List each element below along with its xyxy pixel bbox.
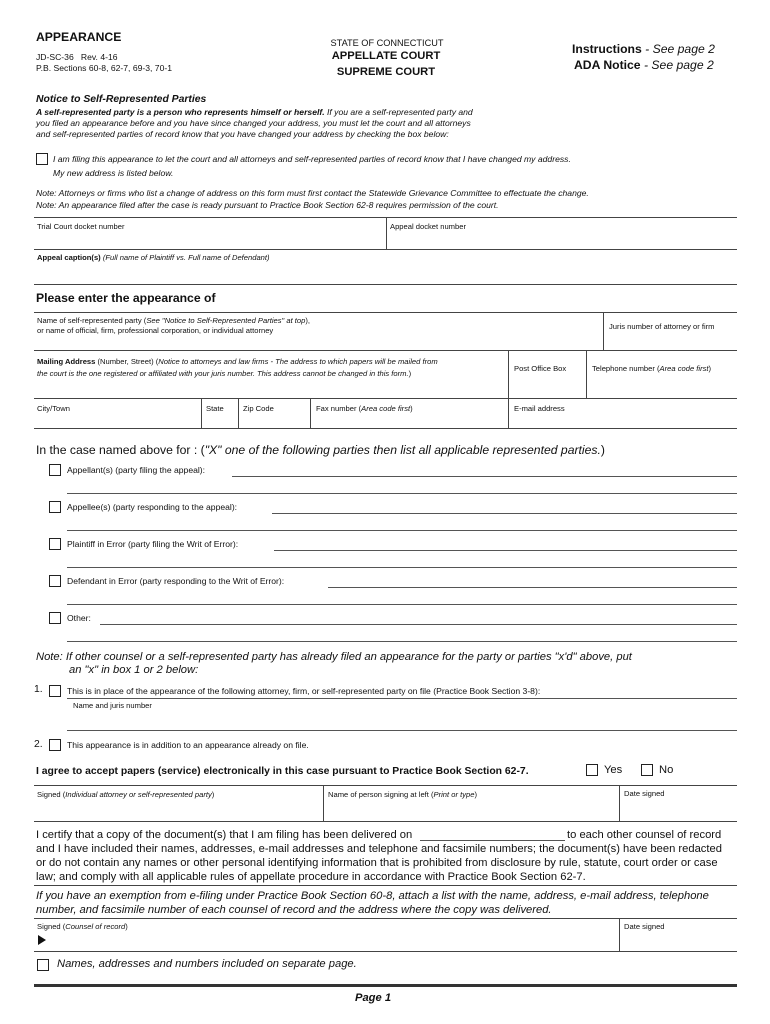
trial-docket-label: Trial Court docket number — [37, 222, 125, 231]
po-box-label: Post Office Box — [514, 364, 567, 373]
signature-arrow-icon — [38, 935, 46, 945]
new-address-label: My new address is listed below. — [53, 168, 174, 178]
other-label: Other: — [67, 613, 91, 623]
appearance-heading: Please enter the appearance of — [36, 291, 216, 305]
plaintiff-error-label: Plaintiff in Error (party filing the Writ of Error): — [67, 539, 239, 549]
notice-line1: A self-represented party is a person who represents himself or herself. If you are a self-represented party and — [36, 107, 473, 117]
city-label: City/Town — [37, 404, 70, 413]
divider — [34, 284, 737, 285]
option1-line-2[interactable] — [67, 730, 737, 731]
plaintiff-error-line-2[interactable] — [67, 567, 737, 568]
option2-number: 2. — [34, 739, 43, 750]
divider — [508, 398, 509, 428]
divider — [323, 785, 324, 821]
name-label: Name of self-represented party (See "Notice to Self-Represented Parties" at top), — [37, 316, 310, 325]
address-change-label: I am filing this appearance to let the court and all attorneys and self-represented parties of record know that I have changed my address. — [53, 154, 571, 164]
electronic-service-label: I agree to accept papers (service) electronically in this case pursuant to Practice Book Section 62-7. — [36, 766, 529, 777]
divider — [34, 350, 737, 351]
instructions-link[interactable]: Instructions - See page 2 — [572, 42, 715, 56]
trial-docket-field[interactable] — [37, 232, 385, 248]
divider — [310, 398, 311, 428]
appeal-docket-label: Appeal docket number — [390, 222, 466, 231]
appellant-label: Appellant(s) (party filing the appeal): — [67, 465, 206, 475]
appellee-checkbox[interactable] — [49, 501, 61, 513]
cert-line1-end: to each other counsel of record — [567, 829, 722, 841]
divider — [586, 350, 587, 398]
divider — [34, 885, 737, 886]
divider — [619, 785, 620, 821]
name-label-line2: or name of official, firm, professional corporation, or individual attorney — [37, 326, 274, 335]
telephone-label: Telephone number (Area code first) — [592, 364, 712, 373]
defendant-error-label: Defendant in Error (party responding to the Writ of Error): — [67, 576, 285, 586]
mailing-label: Mailing Address (Number, Street) (Notice to attorneys and law firms - The address to which papers will be mailed from — [37, 357, 438, 366]
note-permission: Note: An appearance filed after the case is ready pursuant to Practice Book Section 62-8 requires permission of the court. — [36, 200, 499, 210]
notice-title: Notice to Self-Represented Parties — [36, 94, 207, 105]
divider — [34, 428, 737, 429]
notice-line3: and self-represented parties of record know that you have changed your address by checking the box below: — [36, 129, 449, 139]
appellee-line[interactable] — [272, 513, 737, 514]
electronic-yes-checkbox[interactable] — [586, 764, 598, 776]
cert-line4: law; and comply with all applicable rules of appellate procedure in accordance with Practice Book Section 62-7. — [36, 871, 586, 883]
exemption-line1: If you have an exemption from e-filing under Practice Book Section 60-8, attach a list with the name, address, e-mail address, telephone — [36, 890, 709, 902]
divider — [508, 350, 509, 398]
divider — [34, 785, 737, 786]
court-appellate: APPELLATE COURT — [331, 50, 441, 62]
address-change-checkbox[interactable] — [36, 153, 48, 165]
mailing-label-line2: the court is the one registered or affiliated with your juris number. This address cannot be changed in this form.) — [37, 369, 412, 378]
page-number: Page 1 — [355, 992, 392, 1004]
divider — [34, 918, 737, 919]
footer-rule — [34, 984, 737, 987]
cert-line3: or do not contain any names or other personal identifying information that is prohibited from disclosure by rule, statute, court order or case — [36, 857, 718, 869]
appeal-docket-field[interactable] — [390, 232, 735, 248]
pb-sections: P.B. Sections 60-8, 62-7, 69-3, 70-1 — [36, 63, 172, 73]
name-signing-label: Name of person signing at left (Print or type) — [328, 790, 478, 799]
option1-checkbox[interactable] — [49, 685, 61, 697]
divider — [34, 398, 737, 399]
exemption-line2: number, and facsimile number of each counsel of record and the address where the copy was delivered. — [36, 904, 552, 916]
other-line[interactable] — [100, 624, 737, 625]
cert-line2: and I have included their names, addresses, e-mail addresses and telephone and facsimile numbers; the document(s) have been redacted — [36, 843, 722, 855]
option1-line[interactable] — [67, 698, 737, 699]
juris-label: Juris number of attorney or firm — [609, 322, 715, 331]
electronic-no-label: No — [659, 764, 674, 776]
cert-line1: I certify that a copy of the document(s) that I am filing has been delivered on — [36, 829, 413, 841]
parties-intro: In the case named above for : ("X" one of the following parties then list all applicable represented parties.) — [36, 443, 605, 457]
ada-notice-link[interactable]: ADA Notice - See page 2 — [574, 58, 714, 72]
appellant-checkbox[interactable] — [49, 464, 61, 476]
appellee-label: Appellee(s) (party responding to the appeal): — [67, 502, 238, 512]
defendant-error-line-2[interactable] — [67, 604, 737, 605]
delivery-date-line[interactable] — [420, 840, 565, 841]
plaintiff-error-line[interactable] — [274, 550, 737, 551]
court-supreme: SUPREME COURT — [336, 66, 436, 78]
divider — [34, 821, 737, 822]
note-grievance: Note: Attorneys or firms who list a change of address on this form must first contact the Statewide Grievance Committee to effectuate the change. — [36, 188, 589, 198]
divider — [34, 249, 737, 250]
notice-line2: you filed an appearance before and you have since changed your address, you must let the court and all attorneys — [36, 118, 471, 128]
fax-label: Fax number (Area code first) — [316, 404, 413, 413]
counsel-note-line2: an "x" in box 1 or 2 below: — [69, 664, 199, 676]
signed-label: Signed (Individual attorney or self-represented party) — [37, 790, 215, 799]
appeal-caption-field[interactable] — [37, 263, 735, 283]
electronic-yes-label: Yes — [604, 764, 623, 776]
counsel-signed-label: Signed (Counsel of record) — [37, 922, 128, 931]
state-label-field: State — [206, 404, 224, 413]
separate-page-checkbox[interactable] — [37, 959, 49, 971]
appellant-line-2[interactable] — [67, 493, 737, 494]
counsel-note: Note: If other counsel or a self-represented party has already filed an appearance for the party or parties "x'd" above, put — [36, 651, 632, 663]
counsel-date-label: Date signed — [624, 922, 665, 931]
defendant-error-checkbox[interactable] — [49, 575, 61, 587]
date-signed-label: Date signed — [624, 789, 665, 798]
divider — [619, 918, 620, 951]
defendant-error-line[interactable] — [328, 587, 737, 588]
separate-page-label: Names, addresses and numbers included on separate page. — [57, 958, 357, 970]
divider — [201, 398, 202, 428]
appeal-caption-label: Appeal caption(s) (Full name of Plaintiff vs. Full name of Defendant) — [37, 253, 270, 262]
option1-label: This is in place of the appearance of the following attorney, firm, or self-represented party on file (Practice Book Section 3-8): — [67, 686, 541, 696]
appellant-line[interactable] — [232, 476, 737, 477]
divider — [386, 217, 387, 249]
other-checkbox[interactable] — [49, 612, 61, 624]
appellee-line-2[interactable] — [67, 530, 737, 531]
plaintiff-error-checkbox[interactable] — [49, 538, 61, 550]
divider — [603, 312, 604, 350]
option1-number: 1. — [34, 684, 43, 695]
state-label: STATE OF CONNECTICUT — [330, 38, 444, 48]
form-number: JD-SC-36 Rev. 4-16 — [36, 52, 118, 62]
divider — [238, 398, 239, 428]
option2-checkbox[interactable] — [49, 739, 61, 751]
other-line-2[interactable] — [67, 641, 737, 642]
divider — [34, 312, 737, 313]
form-title: APPEARANCE — [36, 30, 122, 44]
email-label: E-mail address — [514, 404, 565, 413]
divider — [34, 951, 737, 952]
electronic-no-checkbox[interactable] — [641, 764, 653, 776]
zip-label: Zip Code — [243, 404, 274, 413]
option2-label: This appearance is in addition to an appearance already on file. — [67, 740, 309, 750]
name-juris-label: Name and juris number — [73, 701, 152, 710]
